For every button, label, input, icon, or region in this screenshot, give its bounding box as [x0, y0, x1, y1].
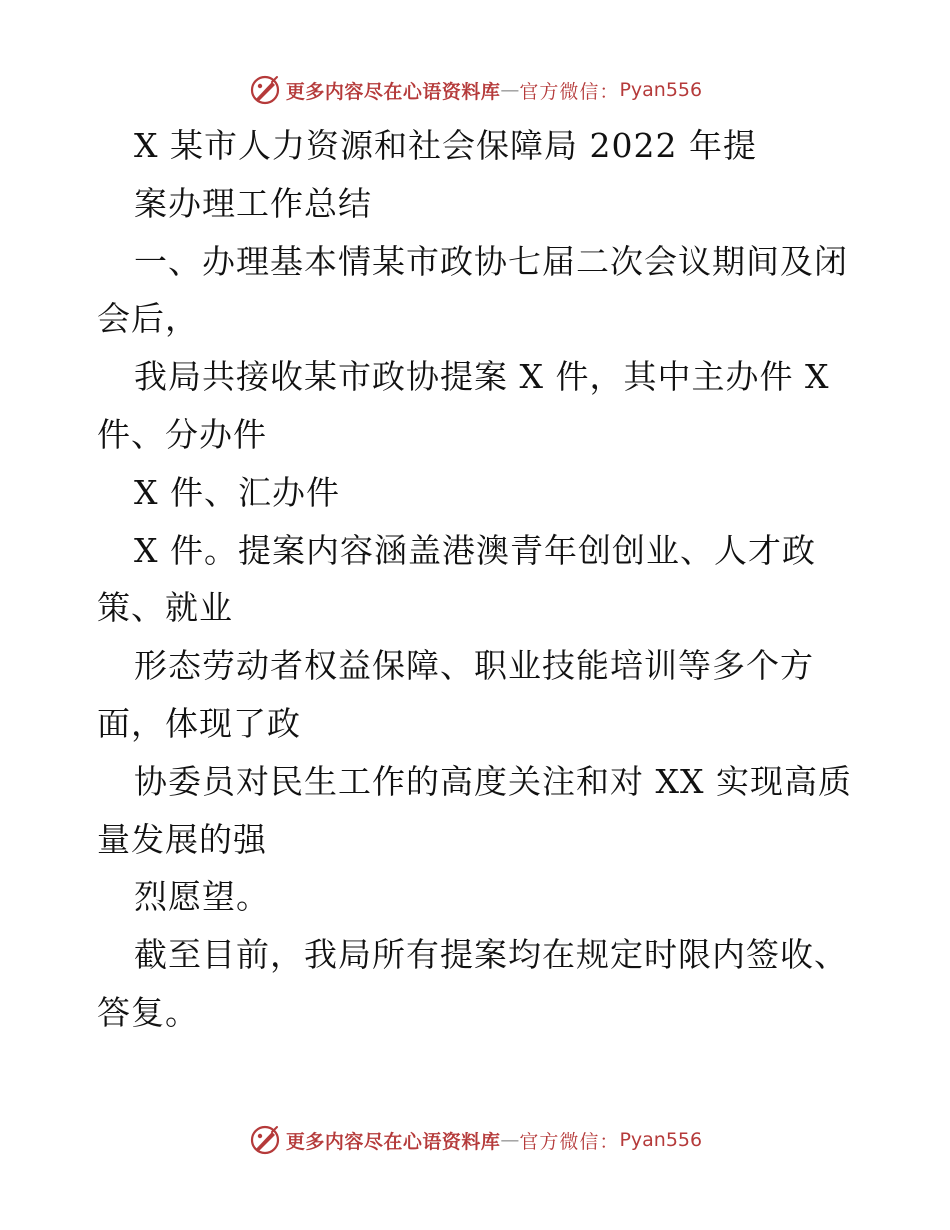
- watermark-sub-text: 官方微信：: [519, 1130, 620, 1153]
- document-paragraph-line: 烈愿望。: [134, 877, 270, 916]
- document-title-line-1: X 某市人力资源和社会保障局 2022 年提: [134, 126, 757, 165]
- document-paragraph-line: 协委员对民生工作的高度关注和对 XX 实现高质: [134, 762, 852, 801]
- footer-watermark: [0, 1120, 950, 1160]
- document-paragraph-line: 面，体现了政: [97, 704, 301, 743]
- watermark-main-text: 更多内容尽在心语资料库: [285, 80, 501, 103]
- document-paragraph-line: X 件。提案内容涵盖港澳青年创创业、人才政: [134, 531, 816, 570]
- watermark-separator: —: [500, 1129, 520, 1151]
- document-paragraph-line: 我局共接收某市政协提案 X 件，其中主办件 X: [134, 357, 830, 396]
- document-paragraph-line: X 件、汇办件: [134, 473, 340, 512]
- document-paragraph-line: 形态劳动者权益保障、职业技能培训等多个方: [134, 646, 814, 685]
- watermark-main-text: 更多内容尽在心语资料库: [285, 1130, 501, 1153]
- document-paragraph-line: 答复。: [97, 993, 199, 1032]
- document-paragraph-line: 件、分办件: [97, 415, 267, 454]
- watermark-id-text: Pyan556: [619, 79, 703, 101]
- document-paragraph-line: 策、就业: [97, 588, 233, 627]
- watermark-sub-text: 官方微信：: [519, 80, 620, 103]
- document-paragraph-line: 会后，: [97, 299, 199, 338]
- quill-pen-logo-icon: [248, 1123, 282, 1157]
- watermark-id-text: Pyan556: [619, 1129, 703, 1151]
- document-paragraph-line: 一、办理基本情某市政协七届二次会议期间及闭: [134, 242, 848, 281]
- document-title-line-2: 案办理工作总结: [134, 184, 372, 223]
- watermark-separator: —: [500, 79, 520, 101]
- document-paragraph-line: 截至目前，我局所有提案均在规定时限内签收、: [134, 935, 848, 974]
- document-paragraph-line: 量发展的强: [97, 820, 267, 859]
